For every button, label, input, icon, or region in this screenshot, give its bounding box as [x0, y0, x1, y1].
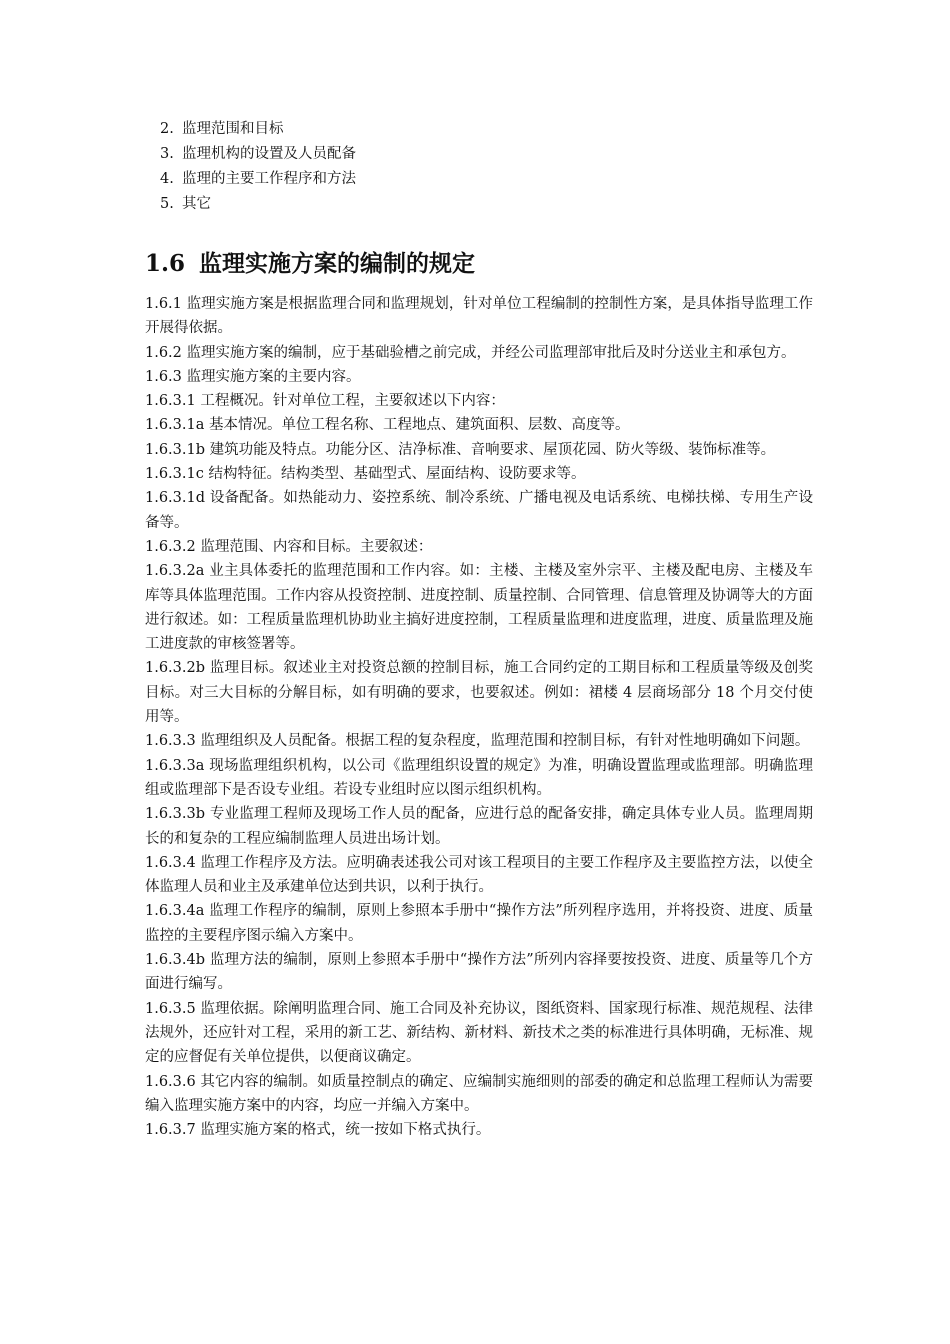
list-item-number: 2.: [160, 121, 174, 137]
paragraph-1-6-3-3: 1.6.3.3 监理组织及人员配备。根据工程的复杂程度，监理范围和控制目标，有针对性地明确如下问题。: [145, 733, 810, 750]
paragraph-1-6-3-5: 1.6.3.5 监理依据。除阐明监理合同、施工合同及补充协议，图纸资料、国家现行标准、规范规程、法律法规外，还应针对工程，采用的新工艺、新结构、新材料、新技术之类的标准进行具体明确，无标准、规定的应督促有关单位提供，以便商议确定。: [145, 1000, 813, 1066]
outline-list: [160, 117, 356, 217]
paragraph-1-6-3-4: 1.6.3.4 监理工作程序及方法。应明确表述我公司对该工程项目的主要工作程序及主要监控方法，以使全体监理人员和业主及承建单位达到共识，以利于执行。: [145, 854, 813, 896]
paragraph-1-6-3: 1.6.3 监理实施方案的主要内容。: [145, 368, 361, 385]
paragraph-1-6-3-4b: 1.6.3.4b 监理方法的编制，原则上参照本手册中“操作方法”所列内容择要按投资、进度、质量等几个方面进行编写。: [145, 952, 813, 993]
list-item: [160, 117, 356, 142]
paragraph-1-6-3-2: 1.6.3.2 监理范围、内容和目标。主要叙述：: [145, 538, 433, 555]
section-title: 监理实施方案的编制的规定: [199, 250, 476, 277]
paragraph-1-6-1: 1.6.1 监理实施方案是根据监理合同和监理规划，针对单位工程编制的控制性方案，是具体指导监理工作开展得依据。: [145, 296, 813, 337]
list-item: [160, 192, 356, 217]
paragraph-1-6-3-1: 1.6.3.1 工程概况。针对单位工程，主要叙述以下内容：: [145, 393, 505, 410]
paragraph-1-6-3-7: 1.6.3.7 监理实施方案的格式，统一按如下格式执行。: [145, 1122, 491, 1139]
paragraph-1-6-3-3b: 1.6.3.3b 专业监理工程师及现场工作人员的配备，应进行总的配备安排，确定具体专业人员。监理周期长的和复杂的工程应编制监理人员进出场计划。: [145, 806, 813, 847]
paragraph-1-6-3-1a: 1.6.3.1a 基本情况。单位工程名称、工程地点、建筑面积、层数、高度等。: [145, 417, 630, 434]
section-body: [145, 292, 813, 1142]
paragraph-1-6-3-2b: 1.6.3.2b 监理目标。叙述业主对投资总额的控制目标，施工合同约定的工期目标和工程质量等级及创奖目标。对三大目标的分解目标，如有明确的要求，也要叙述。例如：裙楼 4 层商场部分 18 个月交付使用等。: [145, 660, 813, 726]
section-number: 1.6: [145, 250, 186, 277]
list-item-text: 其它: [182, 196, 211, 212]
paragraph-1-6-3-3a: 1.6.3.3a 现场监理组织机构，以公司《监理组织设置的规定》为准，明确设置监理或监理部。明确监理组或监理部下是否设专业组。若设专业组时应以图示组织机构。: [145, 757, 813, 798]
paragraph-1-6-2: 1.6.2 监理实施方案的编制，应于基础验槽之前完成，并经公司监理部审批后及时分送业主和承包方。: [145, 344, 796, 361]
list-item-number: 3.: [160, 146, 174, 162]
paragraph-1-6-3-4a: 1.6.3.4a 监理工作程序的编制，原则上参照本手册中“操作方法”所列程序选用，并将投资、进度、质量监控的主要程序图示编入方案中。: [145, 903, 813, 944]
list-item-number: 5.: [160, 196, 174, 212]
list-item-text: 监理的主要工作程序和方法: [182, 171, 356, 187]
paragraph-1-6-3-1d: 1.6.3.1d 设备配备。如热能动力、姿控系统、制冷系统、广播电视及电话系统、电梯扶梯、专用生产设备等。: [145, 490, 813, 531]
paragraph-1-6-3-2a: 1.6.3.2a 业主具体委托的监理范围和工作内容。如：主楼、主楼及室外宗平、主楼及配电房、主楼及车库等具体监理范围。工作内容从投资控制、进度控制、质量控制、合同管理、信息管理及协调等大的方面进行叙述。如：工程质量监理机协助业主搞好进度控制，工程质量监理和进度监理，进度、质量监理及施工进度款的审核签署等。: [145, 563, 813, 653]
paragraph-1-6-3-1c: 1.6.3.1c 结构特征。结构类型、基础型式、屋面结构、设防要求等。: [145, 466, 586, 483]
paragraph-1-6-3-1b: 1.6.3.1b 建筑功能及特点。功能分区、洁净标准、音响要求、屋顶花园、防火等级、装饰标准等。: [145, 441, 776, 458]
list-item-text: 监理机构的设置及人员配备: [182, 146, 356, 162]
section-heading: [145, 249, 475, 279]
list-item-number: 4.: [160, 171, 174, 187]
list-item: [160, 167, 356, 192]
paragraph-1-6-3-6: 1.6.3.6 其它内容的编制。如质量控制点的确定、应编制实施细则的部委的确定和总监理工程师认为需要编入监理实施方案中的内容，均应一并编入方案中。: [145, 1073, 813, 1114]
list-item-text: 监理范围和目标: [182, 121, 284, 137]
list-item: [160, 142, 356, 167]
